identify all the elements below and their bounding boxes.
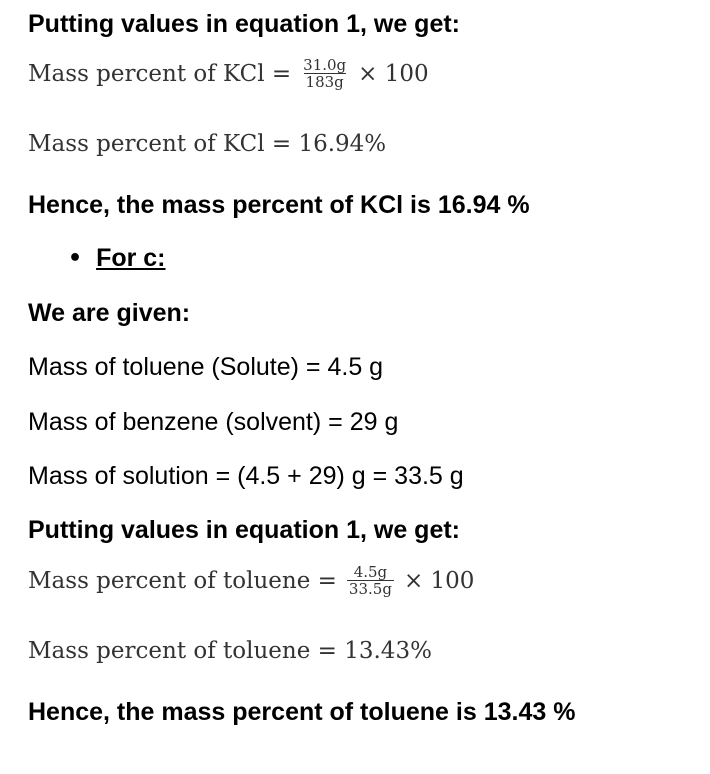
kcl-fraction-numerator: 31.0g <box>303 56 347 74</box>
toluene-mass-percent-result: Mass percent of toluene = 13.43% <box>28 638 432 664</box>
toluene-formula-lhs: Mass percent of toluene = <box>28 567 337 594</box>
toluene-conclusion: Hence, the mass percent of toluene is 13.43 % <box>28 698 576 726</box>
kcl-mass-percent-result: Mass percent of KCl = 16.94% <box>28 131 387 157</box>
putting-values-heading-2: Putting values in equation 1, we get: <box>28 516 460 544</box>
solution-mass-line: Mass of solution = (4.5 + 29) g = 33.5 g <box>28 462 464 490</box>
bullet-item-c <box>68 244 166 273</box>
given-heading: We are given: <box>28 299 191 327</box>
bullet-label-for-c: For c: <box>96 244 166 272</box>
kcl-mass-percent-formula <box>28 57 429 90</box>
putting-values-heading-1: Putting values in equation 1, we get: <box>28 10 460 38</box>
toluene-mass-line: Mass of toluene (Solute) = 4.5 g <box>28 353 384 381</box>
kcl-fraction-denominator: 183g <box>305 73 344 91</box>
toluene-fraction-numerator: 4.5g <box>353 563 388 581</box>
toluene-mass-percent-formula <box>28 564 474 597</box>
kcl-formula-rhs: × 100 <box>358 60 429 87</box>
kcl-formula-lhs: Mass percent of KCl = <box>28 60 292 87</box>
kcl-fraction <box>301 57 348 90</box>
kcl-conclusion: Hence, the mass percent of KCl is 16.94 % <box>28 191 530 219</box>
toluene-fraction <box>347 564 394 597</box>
toluene-formula-rhs: × 100 <box>403 567 475 594</box>
toluene-fraction-denominator: 33.5g <box>348 580 392 598</box>
bullet-dot-icon: • <box>68 246 83 271</box>
benzene-mass-line: Mass of benzene (solvent) = 29 g <box>28 408 399 436</box>
